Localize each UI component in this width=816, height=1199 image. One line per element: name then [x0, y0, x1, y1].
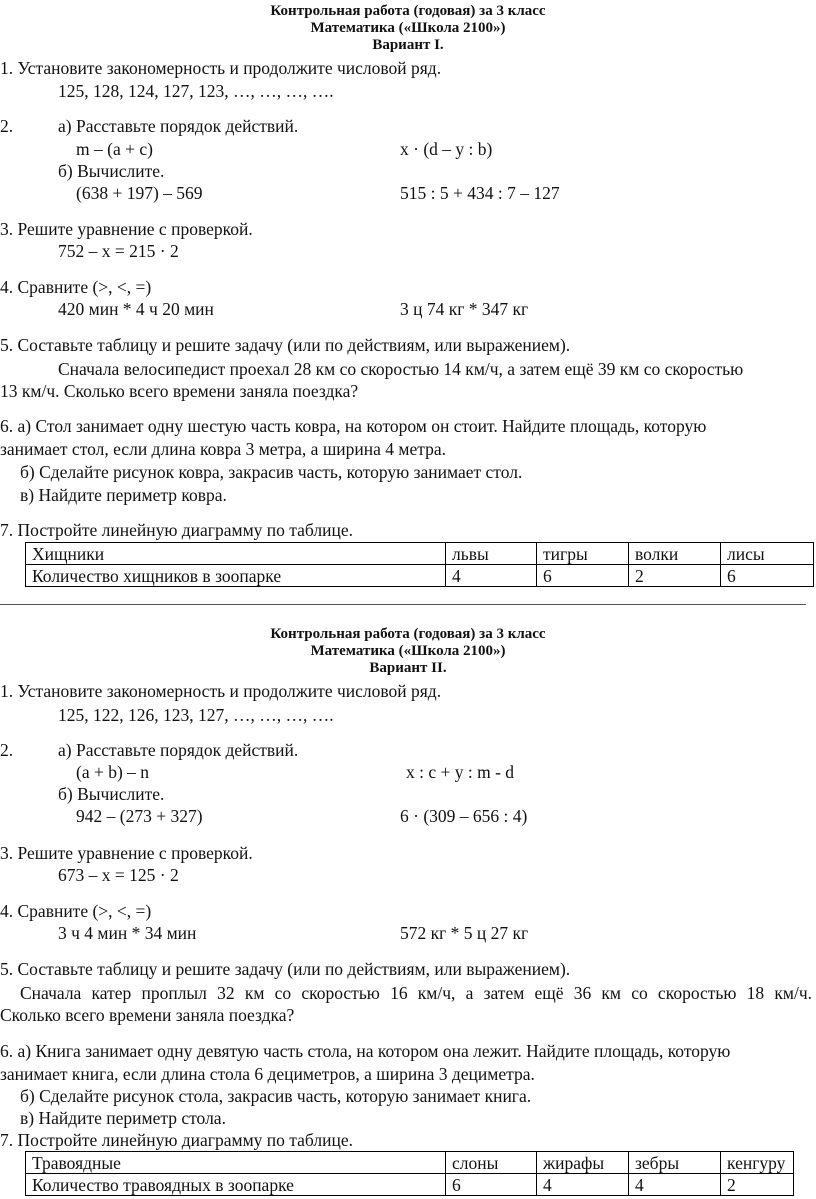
v2-task3-equation: 673 – х = 125 · 2: [58, 865, 179, 885]
v1-header-variant: Вариант I.: [372, 37, 444, 53]
v2-task6-b: б) Сделайте рисунок стола, закрасив часть, которую занимает книга.: [20, 1086, 532, 1106]
v1-task1-series: 125, 128, 124, 127, 123, …, …, …, ….: [58, 81, 334, 101]
v1-task2-a-expr1: m – (a + c): [76, 139, 153, 159]
table-cell: слоны: [446, 1152, 537, 1174]
table-cell: 2: [629, 565, 721, 587]
v1-task6-a-line2: занимает стол, если длина ковра 3 метра, а ширина 4 метра.: [0, 439, 447, 459]
table-cell: Хищники: [26, 543, 446, 565]
table-cell: 6: [721, 565, 814, 587]
table-cell: кенгуру: [721, 1152, 794, 1174]
table-row: [26, 543, 814, 565]
v2-task2-a-expr2: x : c + y : m - d: [406, 762, 515, 782]
v2-task2-a-label: а) Расставьте порядок действий.: [58, 740, 299, 760]
v2-task1-title: 1. Установите закономерность и продолжите числовой ряд.: [0, 681, 442, 701]
table-cell: 2: [721, 1174, 794, 1196]
v2-header-variant: Вариант II.: [369, 660, 447, 676]
v2-task2-a-expr1: (a + b) – n: [76, 762, 150, 782]
v2-header-subject: Математика («Школа 2100»): [310, 643, 506, 659]
v2-task4-expr1: 3 ч 4 мин * 34 мин: [58, 923, 197, 943]
table-cell: Травоядные: [26, 1152, 446, 1174]
table-cell: 6: [537, 565, 629, 587]
v1-task2-a-label: а) Расставьте порядок действий.: [58, 116, 299, 136]
v2-header-title: Контрольная работа (годовая) за 3 класс: [270, 626, 546, 642]
v1-header-subject: Математика («Школа 2100»): [310, 20, 506, 36]
v1-task2-a-expr2: x · (d – y : b): [400, 139, 493, 159]
v1-task1-title: 1. Установите закономерность и продолжите числовой ряд.: [0, 58, 442, 78]
v1-data-table: [25, 542, 814, 587]
v2-task6-a-line1: 6. а) Книга занимает одну девятую часть стола, на котором она лежит. Найдите площадь, которую: [0, 1041, 731, 1061]
v2-task6-c: в) Найдите периметр стола.: [20, 1108, 226, 1128]
v2-task5-line2: Сколько всего времени заняла поездка?: [0, 1005, 295, 1025]
v1-task5-line1: Сначала велосипедист проехал 28 км со скоростью 14 км/ч, а затем ещё 39 км со скоростью: [58, 359, 744, 379]
table-cell: лисы: [721, 543, 814, 565]
table-row: [26, 1174, 794, 1196]
v1-task2-b-expr2: 515 : 5 + 434 : 7 – 127: [400, 183, 560, 203]
v1-task5-title: 5. Составьте таблицу и решите задачу (или по действиям, или выражением).: [0, 335, 571, 355]
v1-task2-b-label: б) Вычислите.: [58, 161, 165, 181]
v1-task6-c: в) Найдите периметр ковра.: [20, 485, 227, 505]
v2-task2-b-expr1: 942 – (273 + 327): [76, 806, 203, 826]
v1-task3-title: 3. Решите уравнение с проверкой.: [0, 219, 253, 239]
table-cell: 4: [537, 1174, 629, 1196]
v2-task2-b-label: б) Вычислите.: [58, 784, 165, 804]
table-cell: львы: [446, 543, 537, 565]
v1-task7-title: 7. Постройте линейную диаграмму по таблице.: [0, 520, 353, 540]
v1-task5-line2: 13 км/ч. Сколько всего времени заняла поездка?: [0, 381, 359, 401]
table-cell: Количество хищников в зоопарке: [26, 565, 446, 587]
variant-divider: [0, 604, 806, 605]
v2-task2-b-expr2: 6 · (309 – 656 : 4): [400, 806, 528, 826]
v1-task6-a-line1: 6. а) Стол занимает одну шестую часть ковра, на котором он стоит. Найдите площадь, которую: [0, 416, 707, 436]
table-cell: 6: [446, 1174, 537, 1196]
v1-task4-title: 4. Сравните (>, <, =): [0, 277, 152, 297]
v1-task4-expr2: 3 ц 74 кг * 347 кг: [400, 299, 529, 319]
v1-task6-b: б) Сделайте рисунок ковра, закрасив часть, которую занимает стол.: [20, 462, 523, 482]
table-cell: Количество травоядных в зоопарке: [26, 1174, 446, 1196]
table-cell: жирафы: [537, 1152, 629, 1174]
table-cell: 4: [629, 1174, 721, 1196]
table-cell: зебры: [629, 1152, 721, 1174]
v2-task1-series: 125, 122, 126, 123, 127, …, …, …, ….: [58, 705, 334, 725]
v2-data-table: [25, 1151, 794, 1196]
v2-task2-number: 2.: [0, 740, 14, 760]
table-row: [26, 1152, 794, 1174]
v2-task4-title: 4. Сравните (>, <, =): [0, 901, 152, 921]
v1-task2-b-expr1: (638 + 197) – 569: [76, 183, 203, 203]
v2-task6-a-line2: занимает книга, если длина стола 6 дециметров, а ширина 3 дециметра.: [0, 1064, 535, 1084]
v1-task4-expr1: 420 мин * 4 ч 20 мин: [58, 299, 214, 319]
table-cell: волки: [629, 543, 721, 565]
v2-task7-title: 7. Постройте линейную диаграмму по таблице.: [0, 1130, 353, 1150]
v1-task3-equation: 752 – х = 215 · 2: [58, 241, 179, 261]
v1-task2-number: 2.: [0, 116, 14, 136]
v2-task3-title: 3. Решите уравнение с проверкой.: [0, 843, 253, 863]
v2-task5-title: 5. Составьте таблицу и решите задачу (или по действиям, или выражением).: [0, 959, 571, 979]
table-cell: тигры: [537, 543, 629, 565]
v2-task5-line1: Сначала катер проплыл 32 км со скоростью 16 км/ч, а затем ещё 36 км со скоростью 18 км/ч.: [20, 983, 812, 1003]
table-cell: 4: [446, 565, 537, 587]
table-row: [26, 565, 814, 587]
v1-header-title: Контрольная работа (годовая) за 3 класс: [270, 3, 546, 19]
v2-task4-expr2: 572 кг * 5 ц 27 кг: [400, 923, 529, 943]
